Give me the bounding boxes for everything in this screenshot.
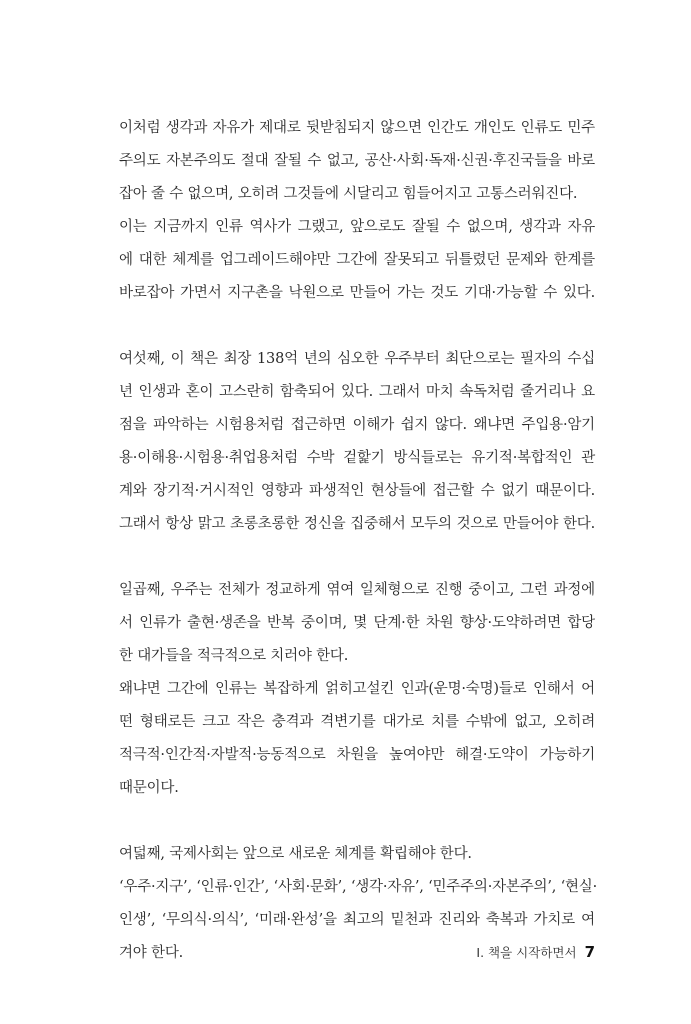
text-line: 잡아 줄 수 없으며, 오히려 그것들에 시달리고 힘들어지고 고통스러워진다. [119,186,578,202]
body-text [119,112,598,1003]
text-line: 에 대한 체계를 업그레이드해야만 그간에 잘못되고 뒤틀렸던 문제와 한계를 [119,252,595,268]
page-footer [476,943,595,961]
text-line: 겨야 한다. [119,945,184,961]
paragraph-1 [119,112,595,310]
paragraph-2 [119,343,595,541]
text-line: 계와 장기적·거시적인 영향과 파생적인 현상들에 접근할 수 없기 때문이다. [119,483,595,499]
text-line: 적극적·인간적·자발적·능동적으로 차원을 높여야만 해결·도약이 가능하기 [119,747,595,763]
text-line: 주의도 자본주의도 절대 잘될 수 없고, 공산·사회·독재·신권·후진국들을 바로 [119,153,595,169]
text-line: 그래서 항상 맑고 초롱초롱한 정신을 집중해서 모두의 것으로 만들어야 한다. [119,516,595,532]
chapter-title: Ⅰ. 책을 시작하면서 [476,945,577,960]
text-line: 년 인생과 혼이 고스란히 함축되어 있다. 그래서 마치 속독처럼 줄거리나 요 [119,384,595,400]
text-line: 이는 지금까지 인류 역사가 그랬고, 앞으로도 잘될 수 없으며, 생각과 자유 [119,219,595,235]
paragraph-3 [119,574,595,805]
text-line: 왜냐면 그간에 인류는 복잡하게 얽히고설킨 인과(운명·숙명)들로 인해서 어 [119,681,595,697]
text-line: 때문이다. [119,780,179,796]
text-line: 한 대가들을 적극적으로 치러야 한다. [119,648,349,664]
text-line: 이처럼 생각과 자유가 제대로 뒷받침되지 않으면 인간도 개인도 인류도 민주 [119,120,595,136]
page-number: 7 [584,943,595,961]
text-line: 일곱째, 우주는 전체가 정교하게 엮여 일체형으로 진행 중이고, 그런 과정에 [119,582,595,598]
text-line: ‘우주·지구’, ‘인류·인간’, ‘사회·문화’, ‘생각·자유’, ‘민주주의·자본주의’, ‘현실· [119,879,598,895]
text-line: 인생’, ‘무의식·의식’, ‘미래·완성’을 최고의 밑천과 진리와 축복과 가치로 여 [119,912,595,928]
text-line: 용·이해용·시험용·취업용처럼 수박 겉핥기 방식들로는 유기적·복합적인 관 [119,450,595,466]
text-line: 점을 파악하는 시험용처럼 접근하면 이해가 쉽지 않다. 왜냐면 주입용·암기 [119,417,595,433]
text-line: 여섯째, 이 책은 최장 138억 년의 심오한 우주부터 최단으로는 필자의 수십 [119,351,595,367]
text-line: 바로잡아 가면서 지구촌을 낙원으로 만들어 가는 것도 기대·가능할 수 있다. [119,285,595,301]
text-line: 여덟째, 국제사회는 앞으로 새로운 체계를 확립해야 한다. [119,846,472,862]
text-line: 서 인류가 출현·생존을 반복 중이며, 몇 단계·한 차원 향상·도약하려면 합당 [119,615,595,631]
text-line: 떤 형태로든 크고 작은 충격과 격변기를 대가로 치를 수밖에 없고, 오히려 [119,714,595,730]
